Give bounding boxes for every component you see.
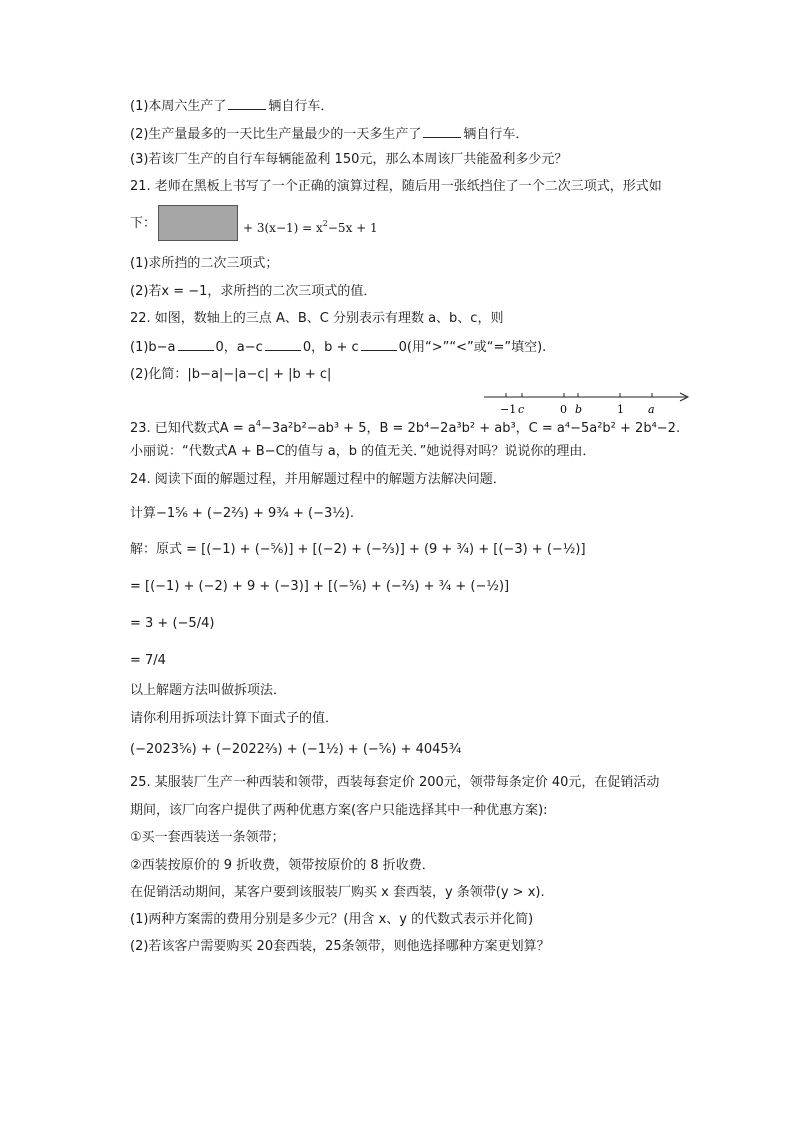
q22-expr1: (1)b−a	[130, 340, 176, 355]
q23-stem-start: 23. 已知代数式A = a	[130, 421, 256, 436]
q22-stem: 22. 如图，数轴上的三点 A、B、C 分别表示有理数 a、b、c，则	[130, 311, 504, 326]
q24-instruction: 请你利用拆项法计算下面式子的值．	[130, 711, 339, 726]
answer-blank[interactable]	[423, 125, 461, 138]
q25-option1: ①买一套西装送一条领带；	[130, 830, 285, 845]
q23-stem	[130, 415, 680, 438]
answer-blank[interactable]	[178, 338, 214, 351]
q25-part2: (2)若该客户需要购买 20套西装，25条领带，则他选择哪种方案更划算？	[130, 939, 550, 954]
equation-right: −5x + 1	[327, 221, 378, 235]
q21-part2: (2)若x = −1，求所挡的二次三项式的值．	[130, 284, 377, 299]
answer-blank[interactable]	[228, 97, 266, 110]
q25-stem-line2: 期间，该厂向客户提供了两种优惠方案(客户只能选择其中一种优惠方案):	[130, 803, 548, 818]
label-minus-one: −1	[500, 403, 517, 416]
q21-stem: 21. 老师在黑板上书写了一个正确的演算过程，随后用一张纸挡住了一个二次三项式，形式如	[130, 179, 662, 194]
q22-part2: (2)化简：|b−a|−|a−c| + |b + c|	[130, 367, 332, 382]
q20-part3: (3)若该厂生产的自行车每辆能盈利 150元，那么本周该厂共能盈利多少元？	[130, 152, 568, 167]
q24-calc: 计算−1⅚ + (−2⅔) + 9¾ + (−3½).	[130, 506, 355, 521]
answer-blank[interactable]	[265, 338, 301, 351]
q22-expr2: 0，a−c	[215, 340, 263, 355]
number-line-figure	[480, 386, 694, 416]
q20-part2	[130, 125, 528, 144]
q25-stem-line3: 在促销活动期间，某客户要到该服装厂购买 x 套西装，y 条领带(y > x).	[130, 885, 545, 900]
q20-part1	[130, 97, 333, 116]
q24-stem: 24. 阅读下面的解题过程，并用解题过程中的解题方法解决问题．	[130, 472, 506, 487]
q25-stem-line1: 25. 某服装厂生产一种西装和领带，西装每套定价 200元，领带每条定价 40元，在促销活动	[130, 775, 660, 790]
q21-equation	[243, 215, 378, 237]
label-c: c	[518, 403, 525, 416]
q20-part1-suffix: 辆自行车．	[268, 99, 334, 114]
q24-method-note: 以上解题方法叫做拆项法．	[130, 683, 287, 698]
q22-part1	[130, 338, 546, 357]
q24-task: (−2023⅚) + (−2022⅔) + (−1½) + (−⅚) + 4045¾	[130, 742, 462, 757]
label-one: 1	[617, 403, 624, 416]
q24-solution-line2: = [(−1) + (−2) + 9 + (−3)] + [(−⅚) + (−⅔) + ¾ + (−½)]	[130, 579, 510, 594]
q21-part1: (1)求所挡的二次三项式；	[130, 256, 279, 271]
q21-stem-prefix: 下：	[130, 216, 157, 231]
equation-exponent: 2	[322, 219, 328, 228]
q20-part2-text: (2)生产量最多的一天比生产量最少的一天多生产了	[130, 127, 422, 142]
q24-solution-line3: = 3 + (−5/4)	[130, 616, 215, 631]
q23-exponent: 4	[255, 419, 261, 428]
label-b: b	[575, 403, 583, 416]
q20-part2-suffix: 辆自行车．	[463, 127, 529, 142]
q23-question: 小丽说：“代数式A + B−C的值与 a，b 的值无关．”她说得对吗？说说你的理由．	[130, 444, 596, 459]
q23-stem-rest: −3a²b²−ab³ + 5，B = 2b⁴−2a³b² + ab³，C = a⁴−5a²b² + 2b⁴−2.	[260, 421, 681, 436]
covered-paper	[158, 205, 238, 241]
q22-expr3: 0，b + c	[302, 340, 359, 355]
answer-blank[interactable]	[361, 338, 397, 351]
q25-part1: (1)两种方案需的费用分别是多少元？(用含 x、y 的代数式表示并化简)	[130, 912, 534, 927]
label-a: a	[648, 403, 655, 416]
label-zero: 0	[560, 403, 567, 416]
q20-part1-text: (1)本周六生产了	[130, 99, 227, 114]
equation-left: + 3(x−1) = x	[243, 221, 323, 235]
q24-solution-line4: = 7/4	[130, 653, 166, 668]
q24-solution-line1: 解：原式 = [(−1) + (−⅚)] + [(−2) + (−⅔)] + (9 + ¾) + [(−3) + (−½)]	[130, 542, 586, 557]
q22-instruction: 0(用“>”“<”或“=”填空).	[398, 340, 547, 355]
q25-option2: ②西装按原价的 9 折收费，领带按原价的 8 折收费．	[130, 858, 435, 873]
